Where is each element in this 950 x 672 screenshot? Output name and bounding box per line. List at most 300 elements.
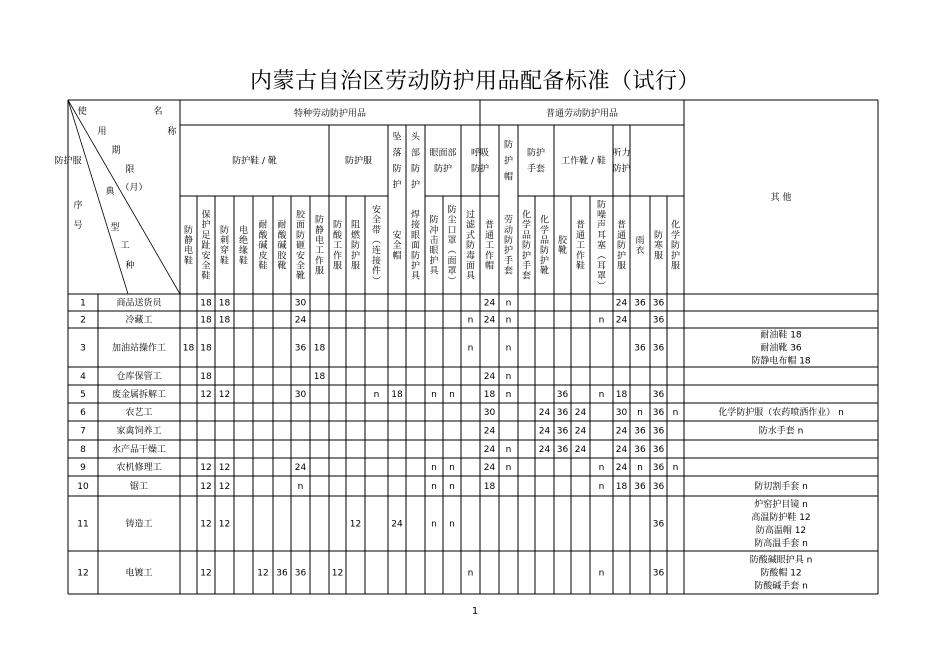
- svg-text:防: 防: [314, 215, 325, 226]
- row-other-note: 防酸帽 12: [760, 568, 802, 579]
- row-cell-value: 24: [483, 315, 496, 326]
- svg-text:工: 工: [575, 241, 586, 252]
- svg-text:冲: 冲: [429, 225, 439, 236]
- svg-text:面: 面: [465, 261, 476, 272]
- row-cell-value: 24: [615, 426, 628, 437]
- svg-text:击: 击: [429, 235, 439, 246]
- svg-text:防: 防: [447, 205, 457, 216]
- subgroup-label-2: 防: [392, 164, 402, 175]
- svg-text:面: 面: [447, 256, 457, 267]
- svg-text:护: 护: [201, 220, 211, 231]
- row-serial: 5: [80, 390, 86, 400]
- svg-text:酸: 酸: [277, 230, 287, 241]
- row-cell-value: 18: [218, 298, 231, 309]
- svg-text:通: 通: [575, 230, 586, 241]
- row-cell-value: 18: [200, 315, 212, 326]
- row-cell-value: n: [505, 390, 512, 400]
- svg-text:静: 静: [183, 235, 194, 246]
- svg-text:普: 普: [575, 220, 586, 231]
- row-cell-value: n: [431, 390, 437, 400]
- svg-text:品: 品: [539, 235, 550, 246]
- svg-text:静: 静: [314, 225, 325, 236]
- row-cell-value: 36: [634, 445, 646, 455]
- column-label-4: [258, 219, 268, 272]
- row-cell-value: 24: [483, 372, 496, 382]
- row-cell-value: 36: [652, 298, 665, 309]
- svg-text:护: 护: [350, 251, 361, 262]
- row-serial: 7: [80, 426, 86, 437]
- column-label-18: [522, 208, 531, 281]
- subgroup-label-9: 防护: [612, 164, 631, 175]
- equipment-standard-table: [54, 100, 878, 594]
- svg-text:帽: 帽: [484, 261, 495, 272]
- svg-text:普: 普: [616, 220, 627, 231]
- corner-period-char: 期: [111, 146, 121, 156]
- column-label-1: [201, 209, 210, 281]
- svg-text:噪: 噪: [596, 210, 607, 221]
- svg-text:护: 护: [410, 261, 421, 272]
- column-label-24: [635, 235, 644, 256]
- row-serial: 12: [77, 568, 89, 579]
- row-cell-value: n: [505, 343, 512, 354]
- corner-serial-char: 序: [73, 201, 83, 211]
- row-cell-value: 24: [615, 298, 628, 309]
- svg-text:靴: 靴: [539, 266, 550, 277]
- svg-text:化: 化: [521, 210, 532, 221]
- corner-typical-char: 典: [105, 187, 115, 197]
- svg-text:护: 护: [670, 251, 681, 262]
- row-serial: 9: [80, 463, 86, 473]
- row-cell-value: 24: [538, 408, 551, 418]
- row-cell-value: 12: [218, 482, 231, 492]
- row-cell-value: 24: [294, 315, 307, 326]
- row-cell-value: 18: [483, 390, 496, 400]
- row-cell-value: 18: [615, 482, 628, 492]
- row-cell-value: n: [505, 445, 512, 455]
- row-job-name: 农艺工: [125, 408, 153, 418]
- svg-text:砸: 砸: [295, 241, 306, 252]
- row-cell-value: 36: [652, 568, 665, 579]
- svg-text:全: 全: [295, 261, 306, 272]
- subgroup-label-0: 防护鞋 / 靴: [232, 156, 277, 167]
- row-cell-value: 36: [652, 408, 665, 418]
- row-serial: 10: [77, 482, 89, 492]
- svg-text:趾: 趾: [201, 241, 211, 252]
- svg-text:具: 具: [410, 271, 421, 282]
- row-cell-value: 24: [483, 298, 496, 309]
- row-serial: 2: [80, 315, 86, 326]
- svg-text:耐: 耐: [258, 220, 268, 231]
- subgroup-label-5: 防护: [470, 164, 490, 175]
- column-label-23: [617, 219, 626, 272]
- row-job-name: 锯工: [129, 482, 149, 492]
- row-cell-value: 24: [483, 463, 496, 473]
- row-cell-value: 12: [200, 390, 212, 400]
- row-cell-value: 12: [349, 519, 362, 530]
- svg-text:︶: ︶: [371, 276, 382, 287]
- svg-text:护: 护: [616, 251, 627, 262]
- svg-text:防: 防: [616, 241, 627, 252]
- row-cell-value: 24: [615, 463, 628, 473]
- row-cell-value: 36: [634, 298, 646, 309]
- row-cell-value: 36: [652, 390, 665, 400]
- row-cell-value: n: [505, 463, 512, 473]
- row-cell-value: 24: [483, 426, 496, 437]
- subgroup-label-6: 帽: [503, 172, 514, 183]
- subgroup-label-2: 落: [392, 148, 402, 159]
- row-cell-value: 36: [556, 445, 569, 455]
- column-label-16: [485, 219, 494, 272]
- row-cell-value: n: [637, 408, 643, 418]
- svg-text:化: 化: [670, 220, 681, 231]
- svg-text:安: 安: [201, 251, 211, 262]
- row-other-note: 炉窑护目镜 n: [754, 500, 808, 510]
- row-cell-value: n: [505, 315, 512, 326]
- subgroup-label-10: 防护服: [54, 156, 82, 167]
- svg-text:胶: 胶: [277, 251, 287, 262]
- svg-text:电: 电: [314, 235, 325, 246]
- row-serial: 4: [80, 372, 86, 382]
- svg-text:防: 防: [596, 200, 607, 211]
- row-cell-value: 18: [483, 482, 496, 492]
- row-serial: 3: [80, 343, 86, 354]
- row-cell-value: 30: [294, 390, 307, 400]
- svg-text:眼: 眼: [410, 230, 421, 241]
- corner-name-char2: 称: [167, 127, 177, 137]
- row-cell-value: 12: [200, 568, 212, 579]
- row-cell-value: n: [505, 372, 512, 382]
- svg-text:足: 足: [201, 230, 211, 241]
- svg-text:胶: 胶: [557, 235, 568, 246]
- row-cell-value: 24: [615, 315, 628, 326]
- svg-text:耳: 耳: [596, 230, 607, 241]
- row-other-note: 耐油靴 36: [760, 343, 802, 354]
- svg-text:防: 防: [503, 235, 514, 246]
- subgroup-label-6: 护: [503, 156, 514, 167]
- subgroup-label-5: 呼吸: [470, 148, 490, 159]
- svg-text:接: 接: [410, 220, 421, 231]
- row-job-name: 冷藏工: [125, 315, 153, 326]
- row-cell-value: 12: [200, 519, 212, 530]
- svg-text:靴: 靴: [295, 271, 306, 282]
- corner-kind-char: 种: [125, 261, 135, 271]
- svg-text:毒: 毒: [465, 251, 476, 262]
- svg-text:服: 服: [616, 261, 627, 272]
- svg-text:刺: 刺: [219, 235, 230, 246]
- svg-text:防: 防: [332, 220, 343, 231]
- svg-text:工: 工: [332, 241, 343, 252]
- row-cell-value: n: [598, 390, 605, 400]
- row-serial: 8: [80, 445, 86, 455]
- row-other-note: 防水手套 n: [758, 426, 804, 437]
- row-job-name: 铸造工: [125, 519, 153, 530]
- svg-text:塞: 塞: [596, 241, 607, 252]
- row-job-name: 家禽饲养工: [116, 426, 162, 437]
- column-label-3: [239, 224, 248, 267]
- row-cell-value: 36: [294, 343, 307, 354]
- row-cell-value: 18: [200, 372, 212, 382]
- column-label-17: [504, 214, 513, 277]
- svg-text:耐: 耐: [277, 220, 287, 231]
- row-cell-value: n: [598, 482, 605, 492]
- row-other-note: 防酸碱眼护具 n: [749, 555, 813, 566]
- row-cell-value: 36: [634, 482, 646, 492]
- row-cell-value: 12: [200, 482, 212, 492]
- row-cell-value: 18: [615, 390, 628, 400]
- row-cell-value: n: [505, 298, 512, 309]
- row-cell-value: n: [467, 568, 474, 579]
- row-cell-value: 36: [652, 343, 665, 354]
- svg-text:酸: 酸: [258, 230, 268, 241]
- svg-text:防: 防: [410, 251, 421, 262]
- row-serial: 6: [80, 408, 86, 418]
- row-cell-value: 18: [313, 343, 326, 354]
- svg-text:罩: 罩: [447, 235, 457, 246]
- svg-text:防: 防: [465, 241, 476, 252]
- subgroup-label-2: 坠: [392, 132, 402, 143]
- svg-text:作: 作: [484, 251, 495, 262]
- column-label-12: [411, 208, 421, 281]
- svg-text:工: 工: [314, 246, 325, 257]
- row-job-name: 商品送货员: [116, 298, 162, 309]
- subgroup-label-3: 护: [410, 180, 421, 191]
- row-other-note: 防静电布帽 18: [751, 356, 811, 367]
- row-cell-value: 36: [652, 519, 665, 530]
- row-cell-value: 36: [652, 426, 665, 437]
- svg-text:穿: 穿: [219, 246, 230, 257]
- column-label-10: [372, 203, 381, 286]
- row-cell-value: 36: [652, 445, 665, 455]
- subgroup-label-4: 防护: [433, 164, 453, 175]
- row-other-note: 耐油鞋 18: [760, 330, 802, 341]
- svg-text:安: 安: [392, 230, 402, 241]
- svg-text:罩: 罩: [447, 266, 457, 277]
- svg-text:服: 服: [332, 261, 343, 272]
- svg-text:套: 套: [521, 271, 532, 282]
- row-cell-value: 18: [218, 315, 231, 326]
- column-label-26: [671, 219, 680, 272]
- svg-text:眼: 眼: [429, 246, 439, 257]
- row-cell-value: n: [637, 463, 643, 473]
- row-cell-value: 24: [391, 519, 403, 530]
- row-cell-value: 36: [556, 426, 569, 437]
- row-cell-value: 36: [652, 463, 665, 473]
- svg-text:雨: 雨: [635, 235, 645, 246]
- svg-text:滤: 滤: [465, 220, 476, 231]
- row-job-name: 废金属拆解工: [111, 390, 167, 400]
- row-job-name: 加油站操作工: [111, 343, 167, 354]
- svg-text:罩: 罩: [596, 271, 607, 282]
- row-other-note: 防酸碱手套 n: [754, 581, 808, 592]
- row-cell-value: 24: [294, 463, 307, 473]
- corner-use-char: 使: [77, 107, 87, 117]
- row-cell-value: n: [373, 390, 380, 400]
- svg-text:服: 服: [653, 251, 664, 262]
- svg-text:防: 防: [429, 215, 439, 226]
- row-job-name: 电镀工: [125, 568, 153, 579]
- svg-text:学: 学: [539, 225, 550, 236]
- row-serial: 11: [77, 519, 89, 530]
- row-cell-value: n: [449, 463, 455, 473]
- row-cell-value: n: [598, 315, 605, 326]
- svg-text:鞋: 鞋: [575, 261, 586, 272]
- row-other-note: 防切割手套 n: [754, 482, 808, 492]
- svg-text:碱: 碱: [277, 241, 287, 252]
- svg-text:靴: 靴: [277, 261, 287, 272]
- row-cell-value: 24: [574, 426, 587, 437]
- svg-text:护: 护: [503, 246, 514, 257]
- corner-type-char: 型: [110, 223, 120, 233]
- row-cell-value: 12: [331, 568, 344, 579]
- svg-text:品: 品: [521, 230, 532, 241]
- row-cell-value: n: [449, 390, 455, 400]
- column-label-25: [654, 230, 663, 261]
- row-cell-value: n: [297, 482, 304, 492]
- svg-text:防: 防: [670, 241, 681, 252]
- row-cell-value: 36: [634, 343, 646, 354]
- svg-text:手: 手: [521, 261, 532, 272]
- row-other-note: 高温防护鞋 12: [751, 513, 811, 523]
- column-label-14: [447, 204, 456, 286]
- column-label-9: [351, 220, 361, 272]
- corner-use-char2: 用: [97, 127, 107, 137]
- svg-text:具: 具: [429, 266, 439, 277]
- column-label-7: [315, 215, 324, 277]
- row-cell-value: 24: [538, 445, 551, 455]
- svg-text:声: 声: [596, 220, 607, 231]
- svg-text:套: 套: [503, 266, 514, 277]
- svg-text:劳: 劳: [503, 215, 514, 226]
- subgroup-label-3: 部: [410, 148, 421, 159]
- svg-text:作: 作: [575, 251, 586, 262]
- page-number: 1: [471, 606, 479, 617]
- svg-text:式: 式: [465, 230, 476, 241]
- svg-text:连: 连: [371, 246, 382, 257]
- svg-text:安: 安: [371, 205, 382, 216]
- subgroup-label-3: 头: [410, 132, 421, 143]
- subgroup-label-8: 工作靴 / 鞋: [561, 156, 606, 167]
- svg-text:件: 件: [371, 266, 382, 277]
- subgroup-label-1: 防护服: [344, 156, 373, 167]
- svg-text:作: 作: [314, 256, 325, 267]
- row-cell-value: 30: [294, 298, 307, 309]
- row-cell-value: n: [672, 463, 679, 473]
- svg-text:学: 学: [670, 230, 681, 241]
- svg-text:学: 学: [521, 220, 532, 231]
- corner-diagonal-a: [68, 100, 180, 294]
- column-label-0: [184, 225, 193, 267]
- svg-text:护: 护: [539, 256, 550, 267]
- svg-text:︵: ︵: [596, 251, 607, 262]
- svg-text:接: 接: [371, 256, 382, 267]
- svg-text:护: 护: [521, 251, 532, 262]
- svg-text:电: 电: [183, 246, 194, 257]
- column-label-21: [576, 219, 585, 272]
- corner-serial-char2: 号: [73, 221, 83, 231]
- row-cell-value: 36: [556, 408, 569, 418]
- svg-text:防: 防: [219, 225, 230, 236]
- svg-text:过: 过: [465, 210, 476, 221]
- column-label-6: [296, 208, 306, 281]
- row-job-name: 仓库保管工: [116, 372, 162, 382]
- group-general-label: 普通劳动防护用品: [545, 109, 619, 119]
- row-cell-value: 24: [574, 445, 587, 455]
- row-cell-value: 18: [182, 343, 195, 354]
- svg-text:碱: 碱: [258, 241, 268, 252]
- row-cell-value: n: [598, 463, 605, 473]
- svg-text:防: 防: [539, 246, 550, 257]
- svg-text:︶: ︶: [596, 281, 607, 292]
- row-cell-value: n: [431, 463, 437, 473]
- subgroup-label-4: 眼面部: [429, 148, 457, 159]
- row-cell-value: 12: [218, 463, 231, 473]
- row-cell-value: n: [431, 519, 437, 530]
- svg-text:靴: 靴: [557, 246, 568, 257]
- svg-text:阻: 阻: [350, 220, 361, 231]
- svg-text:电: 电: [238, 225, 249, 236]
- row-cell-value: 12: [218, 390, 231, 400]
- svg-text:保: 保: [201, 210, 211, 221]
- svg-text:尘: 尘: [447, 215, 457, 226]
- svg-text:作: 作: [332, 251, 343, 262]
- row-cell-value: 24: [615, 445, 628, 455]
- column-label-19: [540, 214, 549, 277]
- svg-text:化: 化: [539, 215, 550, 226]
- row-cell-value: 30: [615, 408, 628, 418]
- svg-text:通: 通: [484, 230, 495, 241]
- row-cell-value: 36: [294, 568, 307, 579]
- row-cell-value: 36: [652, 482, 665, 492]
- svg-text:︵: ︵: [371, 235, 382, 246]
- row-cell-value: 24: [574, 408, 587, 418]
- svg-text:服: 服: [350, 261, 361, 272]
- row-cell-value: 18: [313, 372, 326, 382]
- svg-text:全: 全: [392, 241, 402, 252]
- document-title: 内蒙古自治区劳动防护用品配备标准（试行）: [249, 69, 700, 94]
- svg-text:全: 全: [371, 215, 382, 226]
- svg-text:︵: ︵: [447, 246, 457, 257]
- row-cell-value: 36: [634, 426, 646, 437]
- svg-text:带: 带: [371, 225, 382, 236]
- svg-text:面: 面: [410, 241, 421, 252]
- row-cell-value: n: [467, 315, 474, 326]
- row-cell-value: 12: [257, 568, 269, 579]
- corner-name-char: 名: [153, 107, 163, 117]
- svg-text:鞋: 鞋: [219, 256, 230, 267]
- row-cell-value: 36: [556, 390, 569, 400]
- svg-text:帽: 帽: [392, 251, 402, 262]
- svg-text:鞋: 鞋: [183, 256, 194, 267]
- subgroup-label-7: 防护: [526, 148, 546, 159]
- column-label-2: [220, 225, 229, 267]
- svg-text:缘: 缘: [238, 246, 249, 257]
- column-label-13: [429, 215, 439, 277]
- svg-text:防: 防: [183, 225, 194, 236]
- subgroup-label-7: 手套: [526, 164, 546, 175]
- row-cell-value: 30: [483, 408, 496, 418]
- group-other-label: 其 他: [770, 193, 792, 203]
- row-cell-value: 36: [652, 315, 665, 326]
- row-cell-value: n: [449, 482, 455, 492]
- row-cell-value: 18: [200, 343, 212, 354]
- row-cell-value: n: [449, 519, 455, 530]
- svg-text:面: 面: [295, 220, 306, 231]
- svg-text:焊: 焊: [410, 210, 421, 221]
- svg-text:鞋: 鞋: [201, 271, 211, 282]
- corner-limit-char: 限: [125, 165, 135, 175]
- svg-text:皮: 皮: [258, 251, 268, 262]
- row-cell-value: 12: [200, 463, 212, 473]
